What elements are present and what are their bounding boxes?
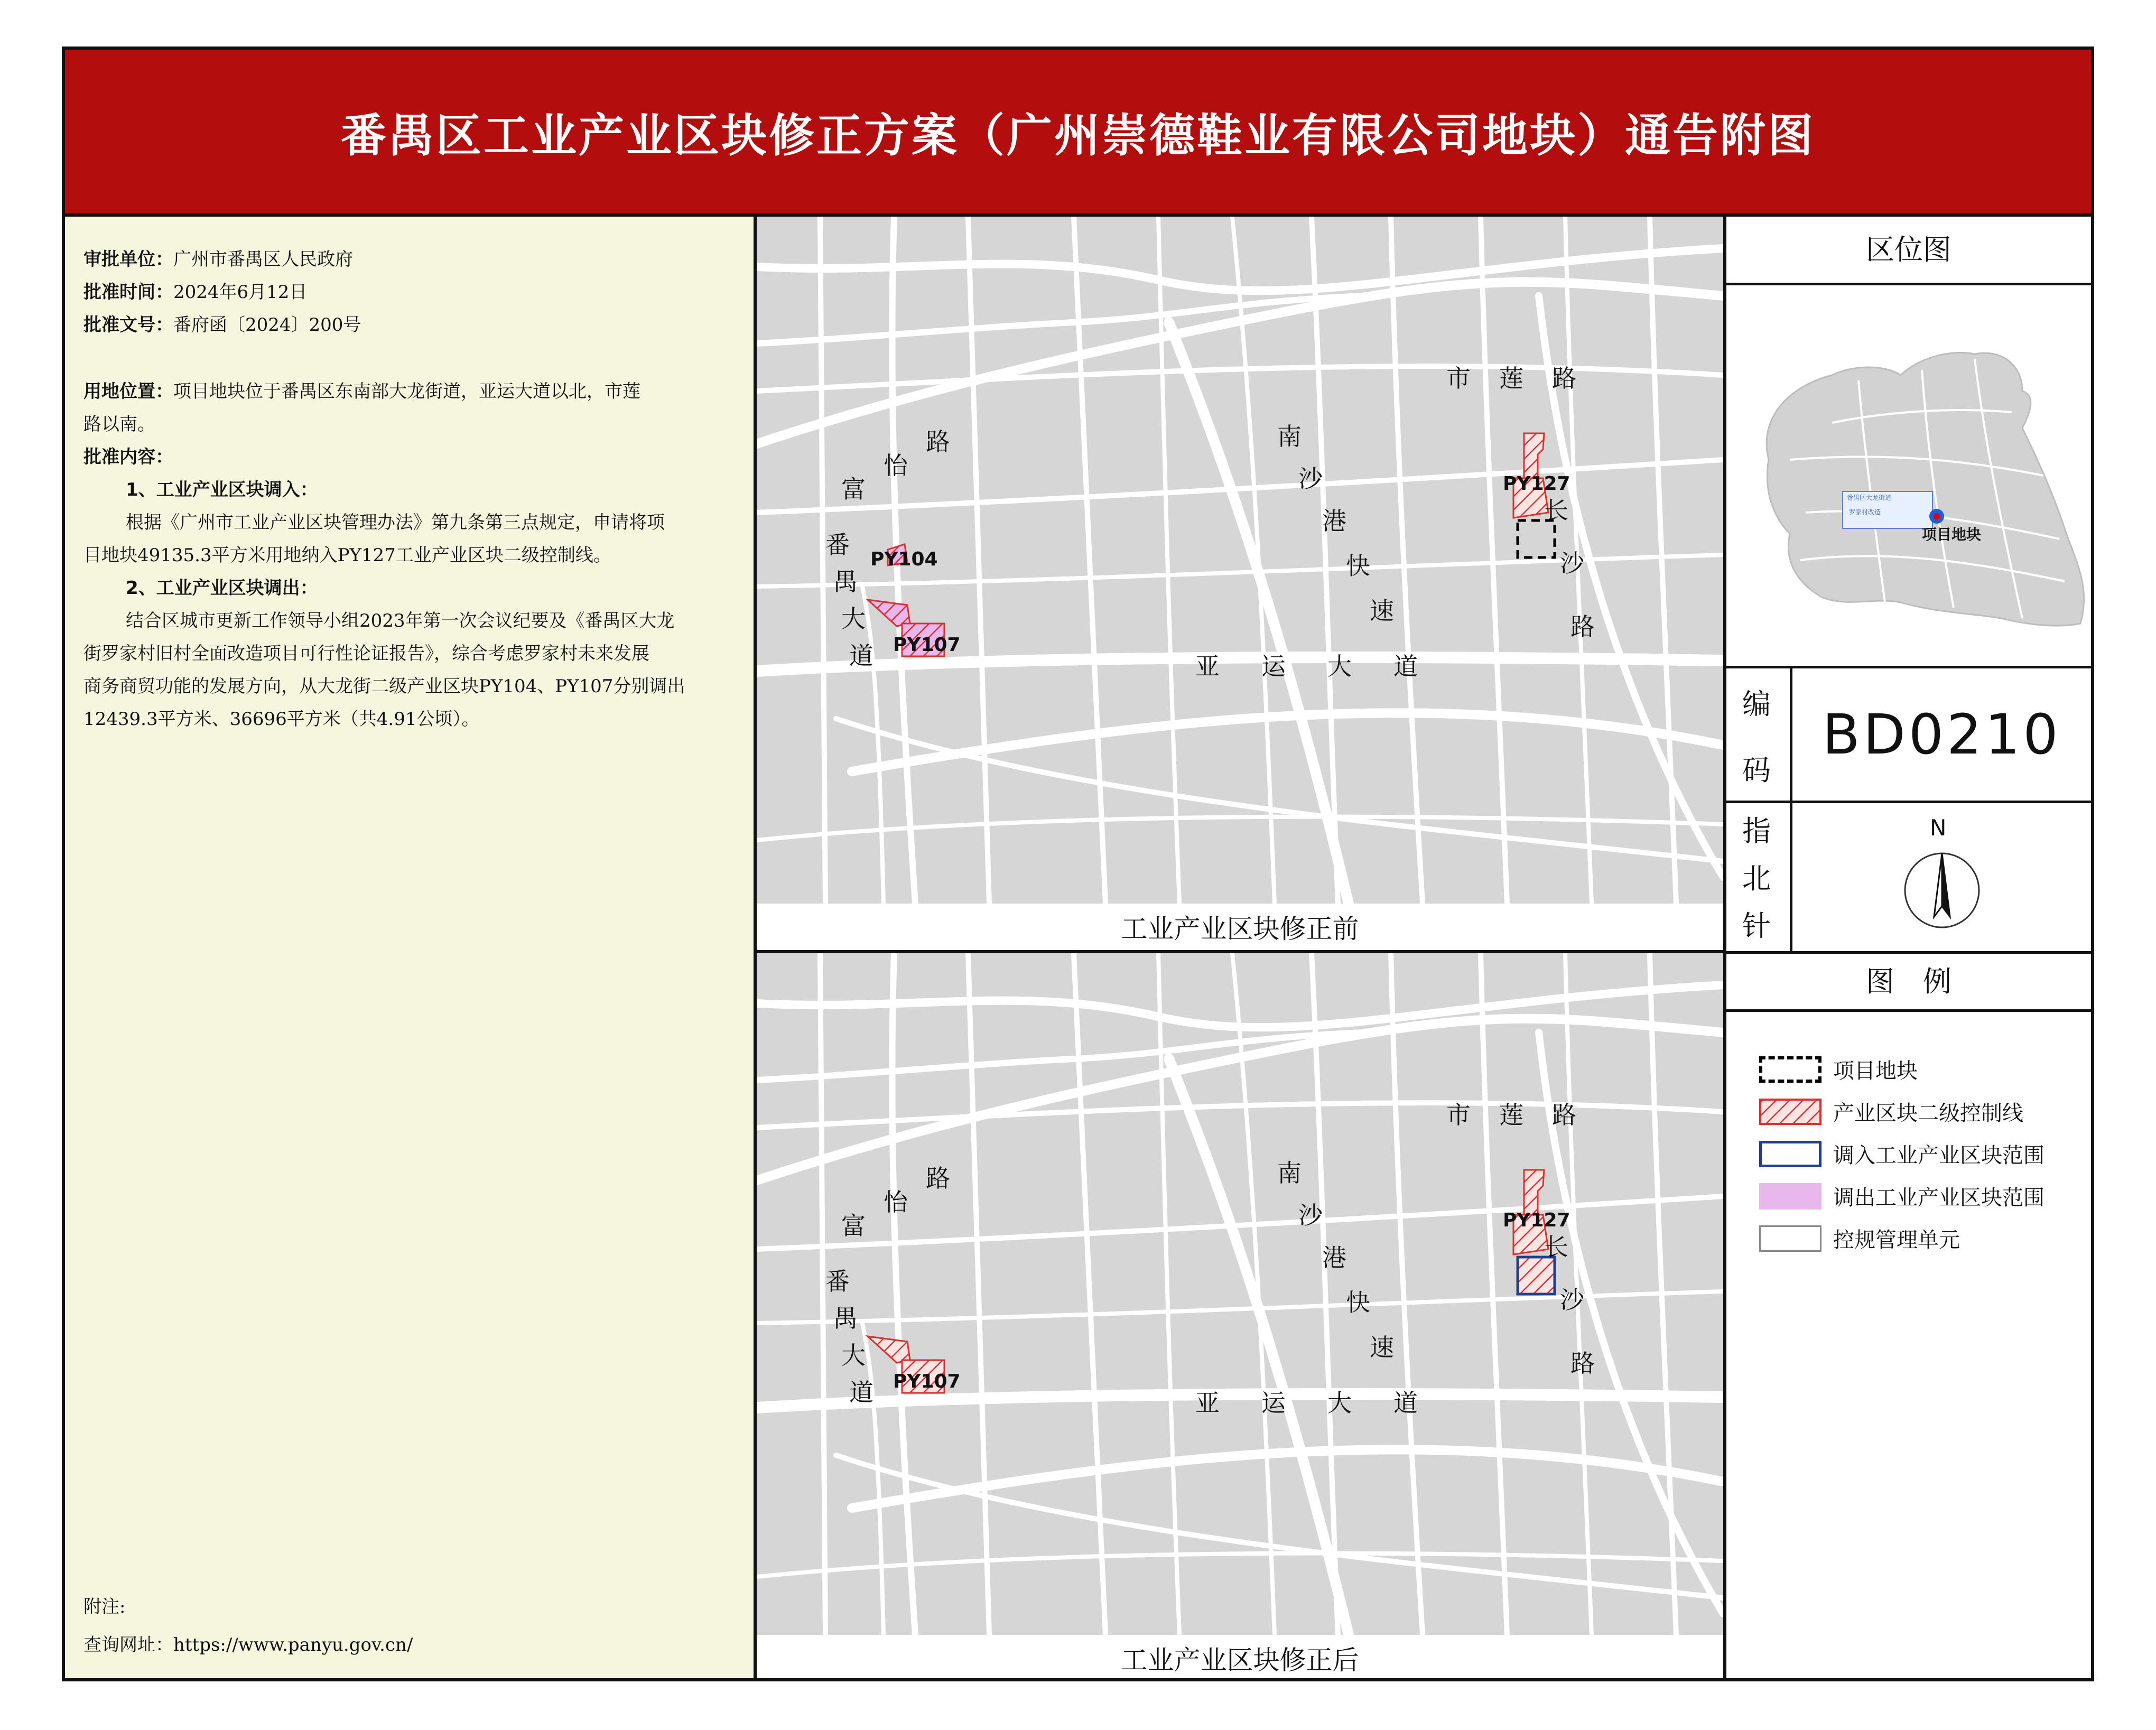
- approval-unit-value: 广州市番禺区人民政府: [173, 249, 353, 270]
- legend-swatch-project: [1759, 1056, 1822, 1083]
- url-row: [83, 1629, 735, 1661]
- north-arrow-icon: [1894, 843, 1990, 938]
- north-label-char-2: 北: [1742, 862, 1771, 895]
- road-label-nanshagang-2: 沙: [1298, 464, 1323, 493]
- north-label-cell: [1726, 803, 1792, 951]
- approval-date-row: [83, 276, 735, 309]
- location-map-title: 区位图: [1866, 233, 1951, 266]
- legend-label-in-range: 调入工业产业区块范围: [1833, 1143, 2045, 1168]
- in-heading: 1、工业产业区块调入：: [126, 479, 318, 500]
- code-value: BD0210: [1822, 702, 2061, 767]
- road-label-nanshagang-4: 快: [1346, 1288, 1370, 1317]
- approval-doc-label: 批准文号：: [83, 314, 173, 336]
- road-label-shilian-3: 路: [1552, 1101, 1576, 1129]
- map-before-caption: 工业产业区块修正前: [1121, 914, 1359, 944]
- legend-body: [1726, 1012, 2091, 1678]
- approval-doc-row: [83, 309, 735, 341]
- info-panel: [65, 217, 757, 1678]
- legend-swatch-in-range: [1759, 1141, 1822, 1167]
- legend-label-out-range: 调出工业产业区块范围: [1833, 1186, 2045, 1210]
- road-label-panyu-3: 大: [841, 604, 866, 633]
- road-label-fuyi-3: 路: [926, 1164, 950, 1193]
- approval-unit-label: 审批单位：: [83, 249, 173, 270]
- legend-item-control-line: [1759, 1096, 2023, 1127]
- out-line-2: 街罗家村旧村全面改造项目可行性论证报告》，综合考虑罗家村未来发展: [83, 643, 649, 664]
- out-line-4: 12439.3平方米、36696平方米（共4.91公顷）。: [83, 709, 480, 730]
- road-label-panyu-1: 番: [825, 1267, 850, 1296]
- legend-swatch-out-range: [1759, 1183, 1822, 1210]
- road-label-shilian-2: 莲: [1499, 1101, 1523, 1129]
- url-link[interactable]: https://www.panyu.gov.cn/: [173, 1634, 413, 1655]
- map-after-panel: [757, 953, 1726, 1678]
- legend-item-project: [1759, 1054, 1918, 1084]
- road-label-changsha-1: 长: [1544, 1233, 1568, 1261]
- legend-item-out-range: [1759, 1181, 2045, 1211]
- in-line-2: 目地块49135.3平方米用地纳入PY127工业产业区块二级控制线。: [83, 545, 611, 566]
- north-label-char-3: 针: [1742, 909, 1771, 943]
- content-label: 批准内容：: [83, 447, 173, 468]
- location-map-drawing: [1726, 285, 2091, 666]
- url-label: 查询网址：: [83, 1634, 173, 1655]
- road-label-panyu-2: 禺: [833, 1304, 858, 1333]
- road-label-fuyi-1: 富: [841, 475, 866, 504]
- approval-doc-value: 番府函〔2024〕200号: [173, 314, 361, 336]
- road-label-panyu-2: 禺: [833, 568, 858, 596]
- road-label-changsha-1: 长: [1544, 496, 1568, 525]
- road-label-panyu-4: 道: [849, 641, 873, 670]
- road-label-yayun-3: 大: [1327, 1389, 1352, 1417]
- road-label-changsha-3: 路: [1570, 612, 1595, 641]
- road-label-changsha-3: 路: [1570, 1349, 1595, 1378]
- location-line-1: 项目地块位于番禺区东南部大龙街道，亚运大道以北，市莲: [173, 381, 640, 402]
- road-label-nanshagang-3: 港: [1322, 507, 1346, 535]
- out-heading: 2、工业产业区块调出：: [126, 578, 318, 599]
- location-line-2: 路以南。: [83, 414, 155, 435]
- right-column: [1726, 217, 2091, 1678]
- road-label-fuyi-2: 怡: [884, 451, 908, 480]
- north-letter: N: [1930, 815, 1947, 841]
- road-label-changsha-2: 沙: [1560, 1286, 1584, 1314]
- road-label-yayun-1: 亚: [1195, 1389, 1220, 1417]
- approval-info: [83, 243, 735, 341]
- map-before-panel: [757, 217, 1726, 953]
- approval-content: [83, 375, 735, 736]
- road-label-shilian-1: 市: [1446, 364, 1471, 393]
- code-label-cell: [1726, 668, 1792, 801]
- road-label-nanshagang-4: 快: [1346, 552, 1370, 580]
- location-map-project-label: 项目地块: [1922, 526, 1982, 543]
- approval-unit-row: [83, 243, 735, 276]
- legend-label-control-line: 产业区块二级控制线: [1833, 1101, 2023, 1126]
- road-label-yayun-2: 运: [1261, 652, 1286, 681]
- road-label-panyu-3: 大: [841, 1341, 866, 1370]
- location-map-tiny-label-1: 番禺区大龙街道: [1847, 494, 1892, 501]
- code-box: [1726, 668, 2091, 803]
- road-label-changsha-2: 沙: [1560, 549, 1584, 578]
- road-label-panyu-1: 番: [825, 531, 850, 559]
- legend-item-planning-unit: [1759, 1223, 1960, 1253]
- road-label-fuyi-3: 路: [926, 427, 950, 456]
- legend-swatch-planning-unit: [1759, 1225, 1822, 1252]
- road-label-nanshagang-5: 速: [1370, 1333, 1394, 1362]
- approval-date-value: 2024年6月12日: [173, 282, 308, 303]
- title-bar: [65, 50, 2091, 217]
- location-map[interactable]: [1726, 285, 2091, 668]
- road-label-yayun-4: 道: [1393, 652, 1418, 681]
- road-label-nanshagang-3: 港: [1322, 1243, 1346, 1272]
- road-label-yayun-2: 运: [1261, 1389, 1286, 1417]
- road-label-yayun-4: 道: [1393, 1389, 1418, 1417]
- road-label-yayun-1: 亚: [1195, 652, 1220, 681]
- road-label-nanshagang-1: 南: [1277, 1159, 1302, 1187]
- location-map-header: [1726, 217, 2091, 285]
- approval-date-label: 批准时间：: [83, 282, 173, 303]
- parcel-label-py107: PY107: [893, 634, 961, 656]
- legend-label-project: 项目地块: [1833, 1059, 1918, 1083]
- road-label-shilian-1: 市: [1446, 1101, 1471, 1129]
- out-line-1: 结合区城市更新工作领导小组2023年第一次会议纪要及《番禺区大龙: [126, 610, 675, 631]
- road-label-nanshagang-2: 沙: [1298, 1201, 1323, 1230]
- map-after-caption: 工业产业区块修正后: [1121, 1645, 1359, 1676]
- legend-title: 图 例: [1866, 965, 1951, 998]
- code-label-char-1: 编: [1742, 687, 1771, 721]
- road-label-panyu-4: 道: [849, 1378, 873, 1407]
- north-box: [1726, 803, 2091, 954]
- road-label-nanshagang-1: 南: [1277, 422, 1302, 451]
- road-label-shilian-2: 莲: [1499, 364, 1523, 393]
- parcel-label-py104: PY104: [870, 548, 938, 570]
- note-label: 附注:: [83, 1596, 126, 1617]
- legend-label-planning-unit: 控规管理单元: [1833, 1228, 1960, 1252]
- parcel-label-py127: PY127: [1503, 1210, 1570, 1231]
- north-label-char-1: 指: [1742, 814, 1771, 848]
- location-label: 用地位置：: [83, 381, 173, 402]
- road-label-fuyi-1: 富: [841, 1212, 866, 1240]
- road-label-fuyi-2: 怡: [884, 1188, 908, 1216]
- code-label-char-2: 码: [1742, 754, 1771, 787]
- parcel-label-py107: PY107: [893, 1371, 961, 1392]
- parcel-label-py127: PY127: [1503, 473, 1570, 495]
- footer-info: [83, 1591, 735, 1661]
- legend-header: [1726, 954, 2091, 1012]
- road-label-yayun-3: 大: [1327, 652, 1352, 681]
- road-label-nanshagang-5: 速: [1370, 597, 1394, 625]
- location-row: [83, 375, 735, 408]
- out-line-3: 商务商贸功能的发展方向，从大龙街二级产业区块PY104、PY107分别调出: [83, 676, 685, 697]
- page-title: 番禺区工业产业区块修正方案（广州崇德鞋业有限公司地块）通告附图: [341, 109, 1815, 162]
- location-map-tiny-label-2: 罗家村改造: [1849, 508, 1881, 516]
- in-line-1: 根据《广州市工业产业区块管理办法》第九条第三点规定，申请将项: [126, 512, 665, 533]
- legend-item-in-range: [1759, 1139, 2045, 1169]
- legend-swatch-control-line: [1759, 1099, 1822, 1125]
- road-label-shilian-3: 路: [1552, 364, 1576, 393]
